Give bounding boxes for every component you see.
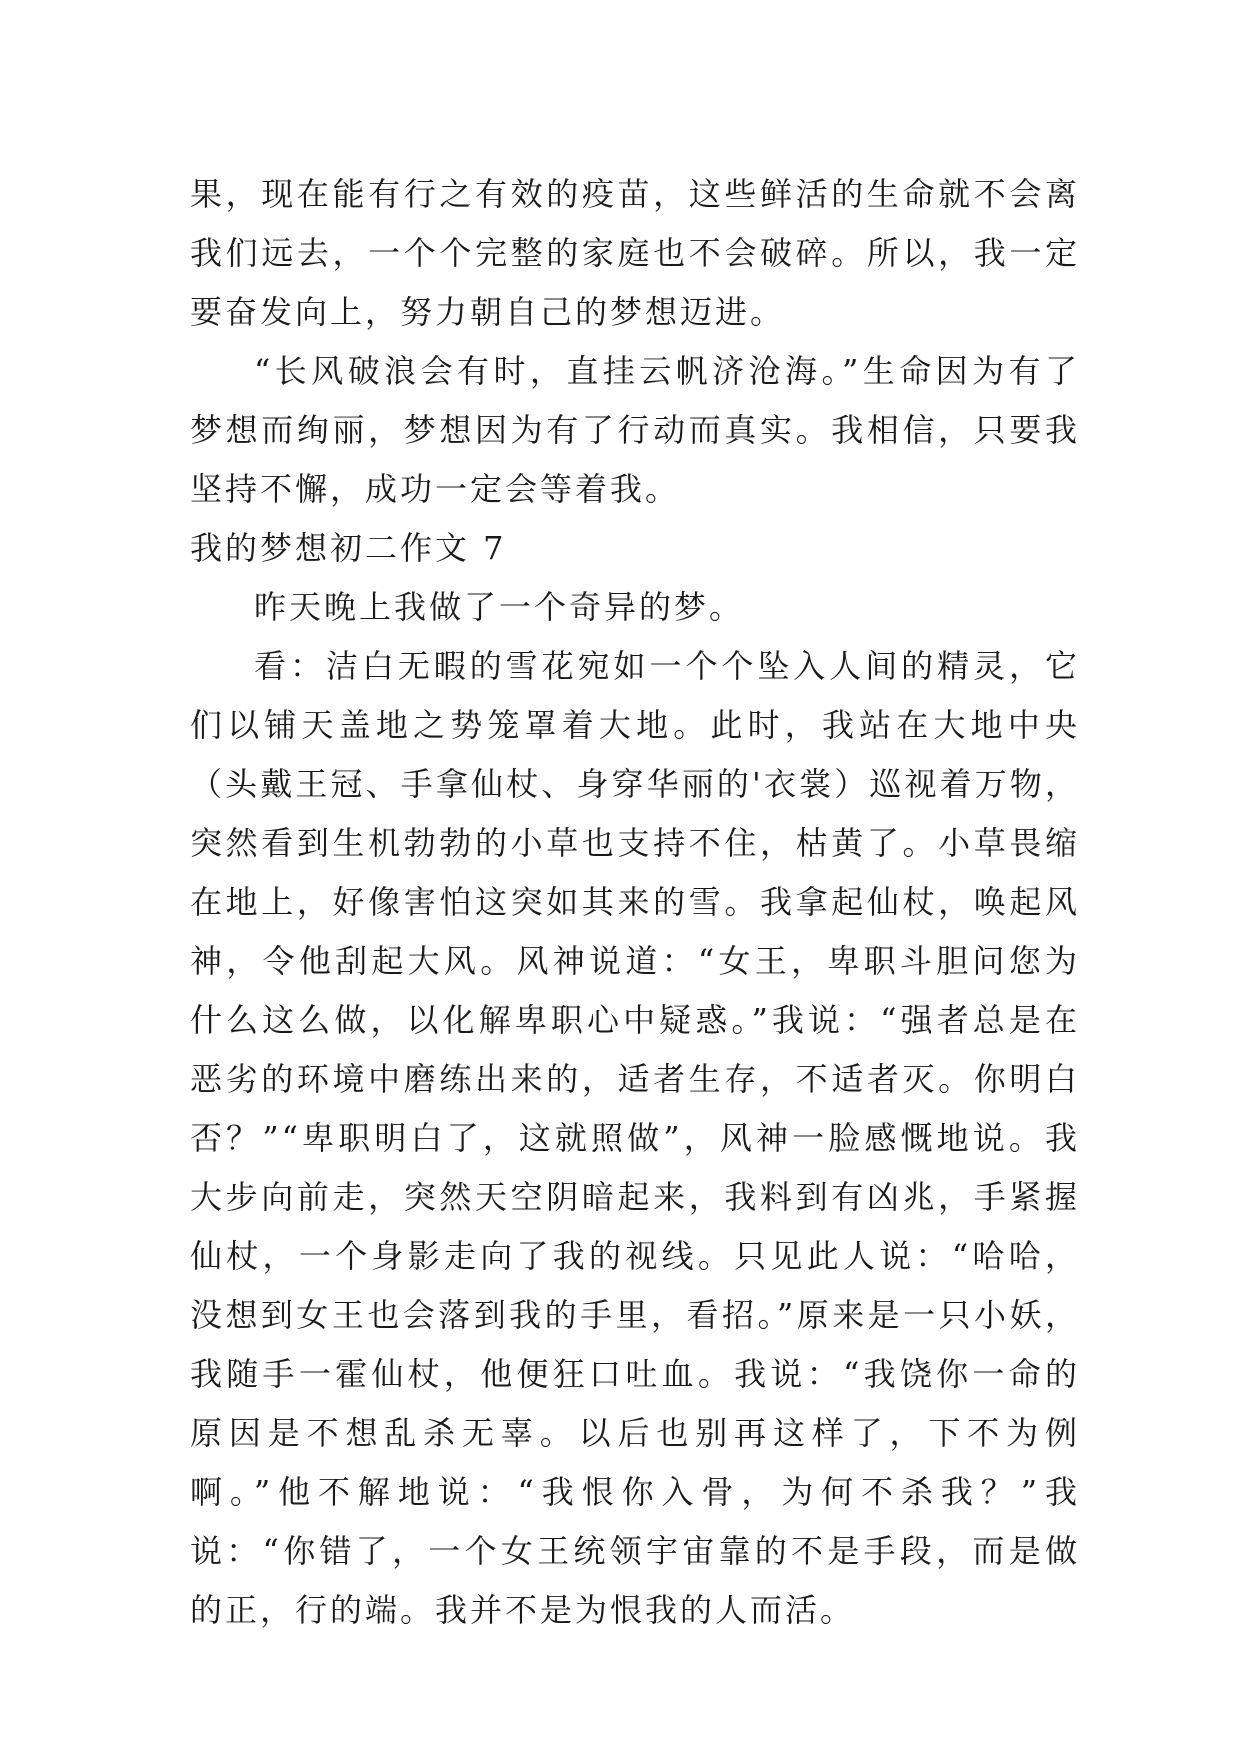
document-body <box>190 165 1080 1640</box>
paragraph-continued: 果，现在能有行之有效的疫苗，这些鲜活的生命就不会离我们远去，一个个完整的家庭也不会破碎。所以，我一定要奋发向上，努力朝自己的梦想迈进。 <box>190 175 1080 331</box>
paragraph-dream-intro: 昨天晚上我做了一个奇异的梦。 <box>254 588 745 626</box>
section-title: 我的梦想初二作文 7 <box>190 529 507 567</box>
paragraph-quote: “长风破浪会有时，直挂云帆济沧海。”生命因为有了梦想而绚丽，梦想因为有了行动而真实。我相信，只要我坚持不懈，成功一定会等着我。 <box>190 352 1080 508</box>
paragraph-dream-story: 看：洁白无暇的雪花宛如一个个坠入人间的精灵，它们以铺天盖地之势笼罩着大地。此时，我站在大地中央（头戴王冠、手拿仙杖、身穿华丽的'衣裳）巡视着万物，突然看到生机勃勃的小草也支持不住，枯黄了。小草畏缩在地上，好像害怕这突如其来的雪。我拿起仙杖，唤起风神，令他刮起大风。风神说道：“女王，卑职斗胆问您为什么这么做，以化解卑职心中疑惑。”我说：“强者总是在恶劣的环境中磨练出来的，适者生存，不适者灭。你明白否？”“卑职明白了，这就照做”，风神一脸感慨地说。我大步向前走，突然天空阴暗起来，我料到有凶兆，手紧握仙杖，一个身影走向了我的视线。只见此人说：“哈哈，没想到女王也会落到我的手里，看招。”原来是一只小妖，我随手一霍仙杖，他便狂口吐血。我说：“我饶你一命的原因是不想乱杀无辜。以后也别再这样了，下不为例啊。”他不解地说：“我恨你入骨，为何不杀我？”我说：“你错了，一个女王统领宇宙靠的不是手段，而是做的正，行的端。我并不是为恨我的人而活。 <box>190 647 1080 1629</box>
